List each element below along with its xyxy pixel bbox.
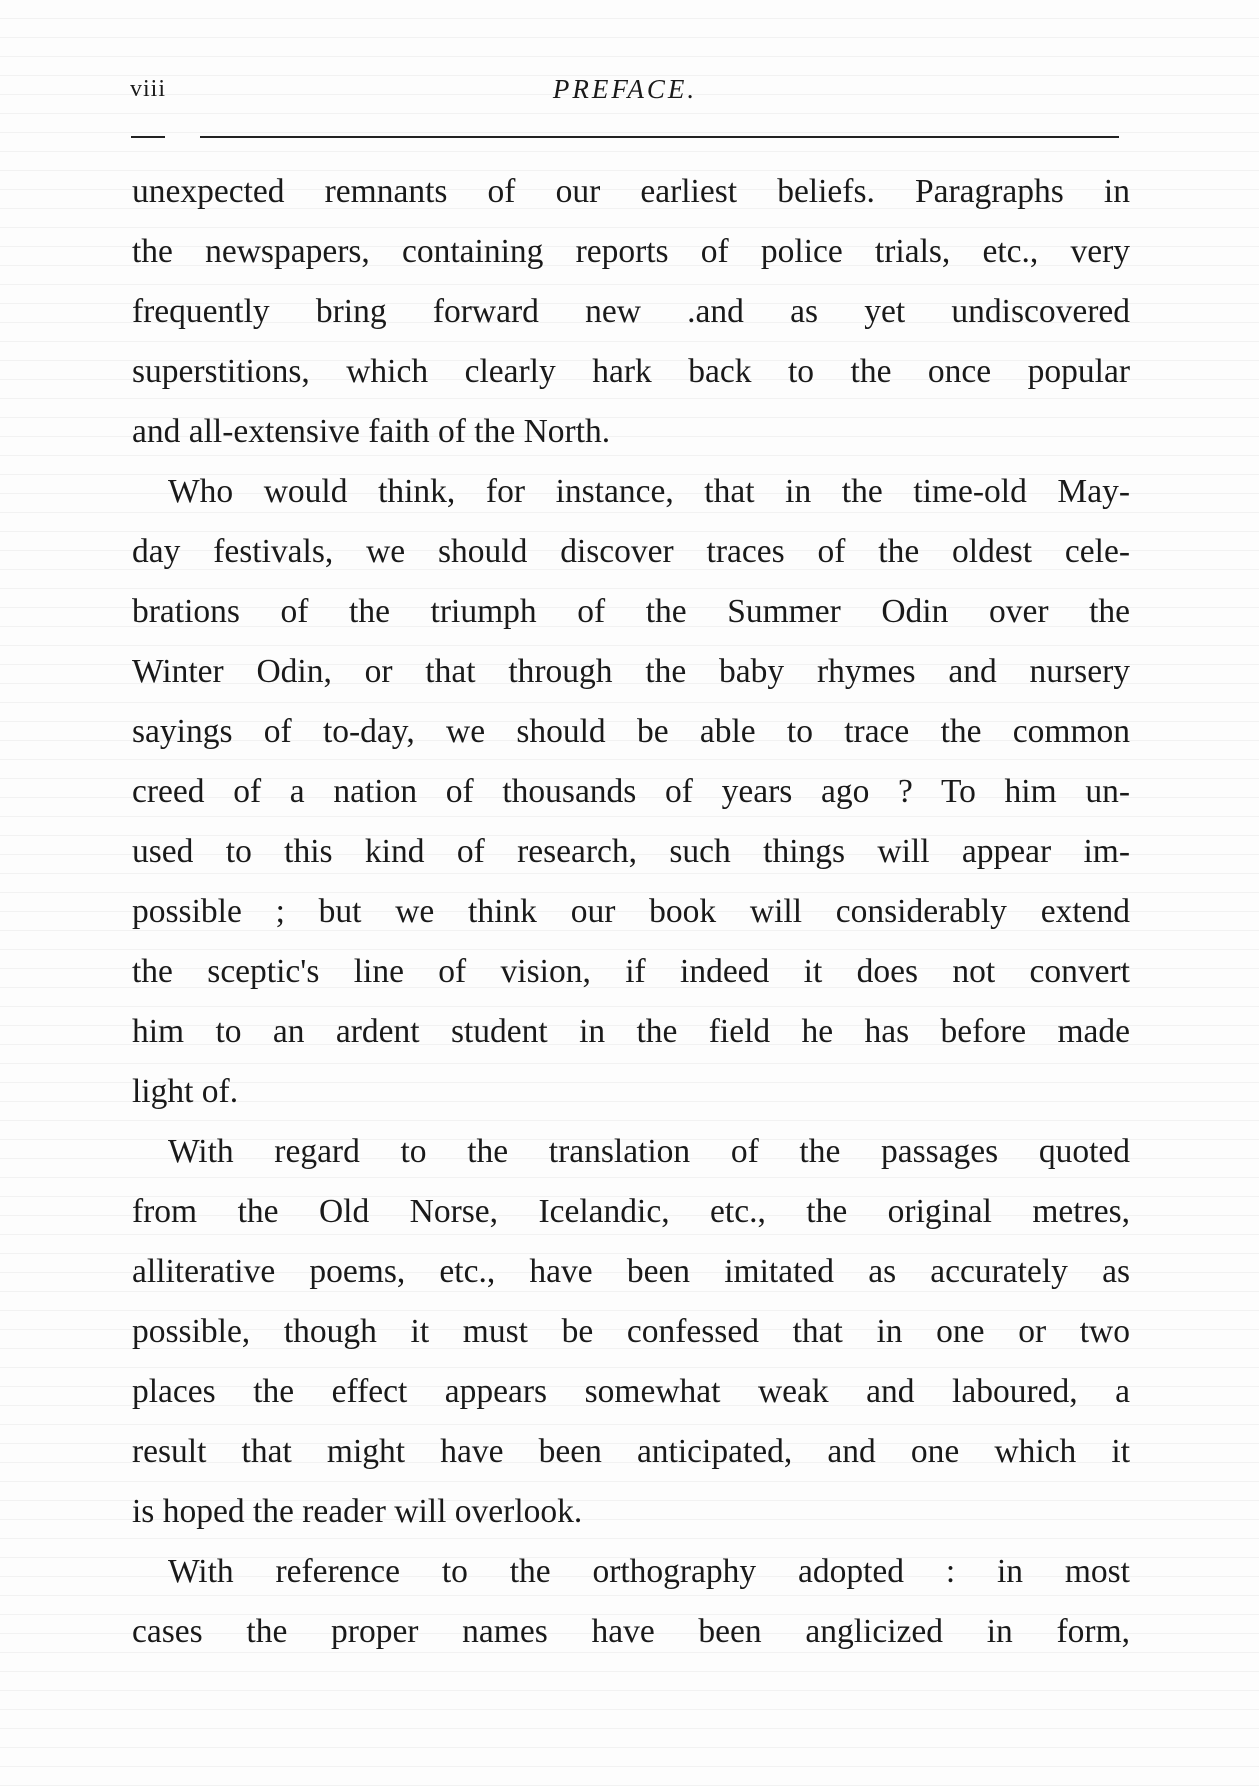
header-rule bbox=[200, 136, 1119, 138]
text-line: superstitions, which clearly hark back to the once popular bbox=[132, 353, 1130, 390]
text-line: him to an ardent student in the field he has before made bbox=[132, 1013, 1130, 1050]
page-number: viii bbox=[130, 76, 167, 102]
text-line: Winter Odin, or that through the baby rhymes and nursery bbox=[132, 653, 1130, 690]
text-line: With reference to the orthography adopted : in most bbox=[168, 1553, 1130, 1590]
text-line: alliterative poems, etc., have been imitated as accurately as bbox=[132, 1253, 1130, 1290]
text-line: is hoped the reader will overlook. bbox=[132, 1493, 583, 1530]
text-line: brations of the triumph of the Summer Odin over the bbox=[132, 593, 1130, 630]
text-line: sayings of to-day, we should be able to trace the common bbox=[132, 713, 1130, 750]
text-line: unexpected remnants of our earliest beliefs. Paragraphs in bbox=[132, 173, 1130, 210]
text-line: the newspapers, containing reports of police trials, etc., very bbox=[132, 233, 1130, 270]
text-line: creed of a nation of thousands of years ago ? To him un- bbox=[132, 773, 1130, 810]
text-line: the sceptic's line of vision, if indeed it does not convert bbox=[132, 953, 1130, 990]
text-line: Who would think, for instance, that in the time-old May- bbox=[168, 473, 1130, 510]
text-line: day festivals, we should discover traces of the oldest cele- bbox=[132, 533, 1130, 570]
text-line: used to this kind of research, such things will appear im- bbox=[132, 833, 1130, 870]
text-line: cases the proper names have been anglicized in form, bbox=[132, 1613, 1130, 1650]
page-header bbox=[130, 72, 1120, 112]
text-line: light of. bbox=[132, 1073, 239, 1110]
text-line: from the Old Norse, Icelandic, etc., the original metres, bbox=[132, 1193, 1130, 1230]
text-line: With regard to the translation of the passages quoted bbox=[168, 1133, 1130, 1170]
header-rule-short bbox=[131, 136, 165, 138]
text-line: frequently bring forward new .and as yet undiscovered bbox=[132, 293, 1130, 330]
text-line: places the effect appears somewhat weak and laboured, a bbox=[132, 1373, 1130, 1410]
running-title: PREFACE. bbox=[552, 74, 698, 104]
text-line: and all-extensive faith of the North. bbox=[132, 413, 611, 450]
text-line: possible ; but we think our book will considerably extend bbox=[132, 893, 1130, 930]
text-line: possible, though it must be confessed that in one or two bbox=[132, 1313, 1130, 1350]
body-text bbox=[132, 162, 1130, 1662]
text-line: result that might have been anticipated, and one which it bbox=[132, 1433, 1130, 1470]
